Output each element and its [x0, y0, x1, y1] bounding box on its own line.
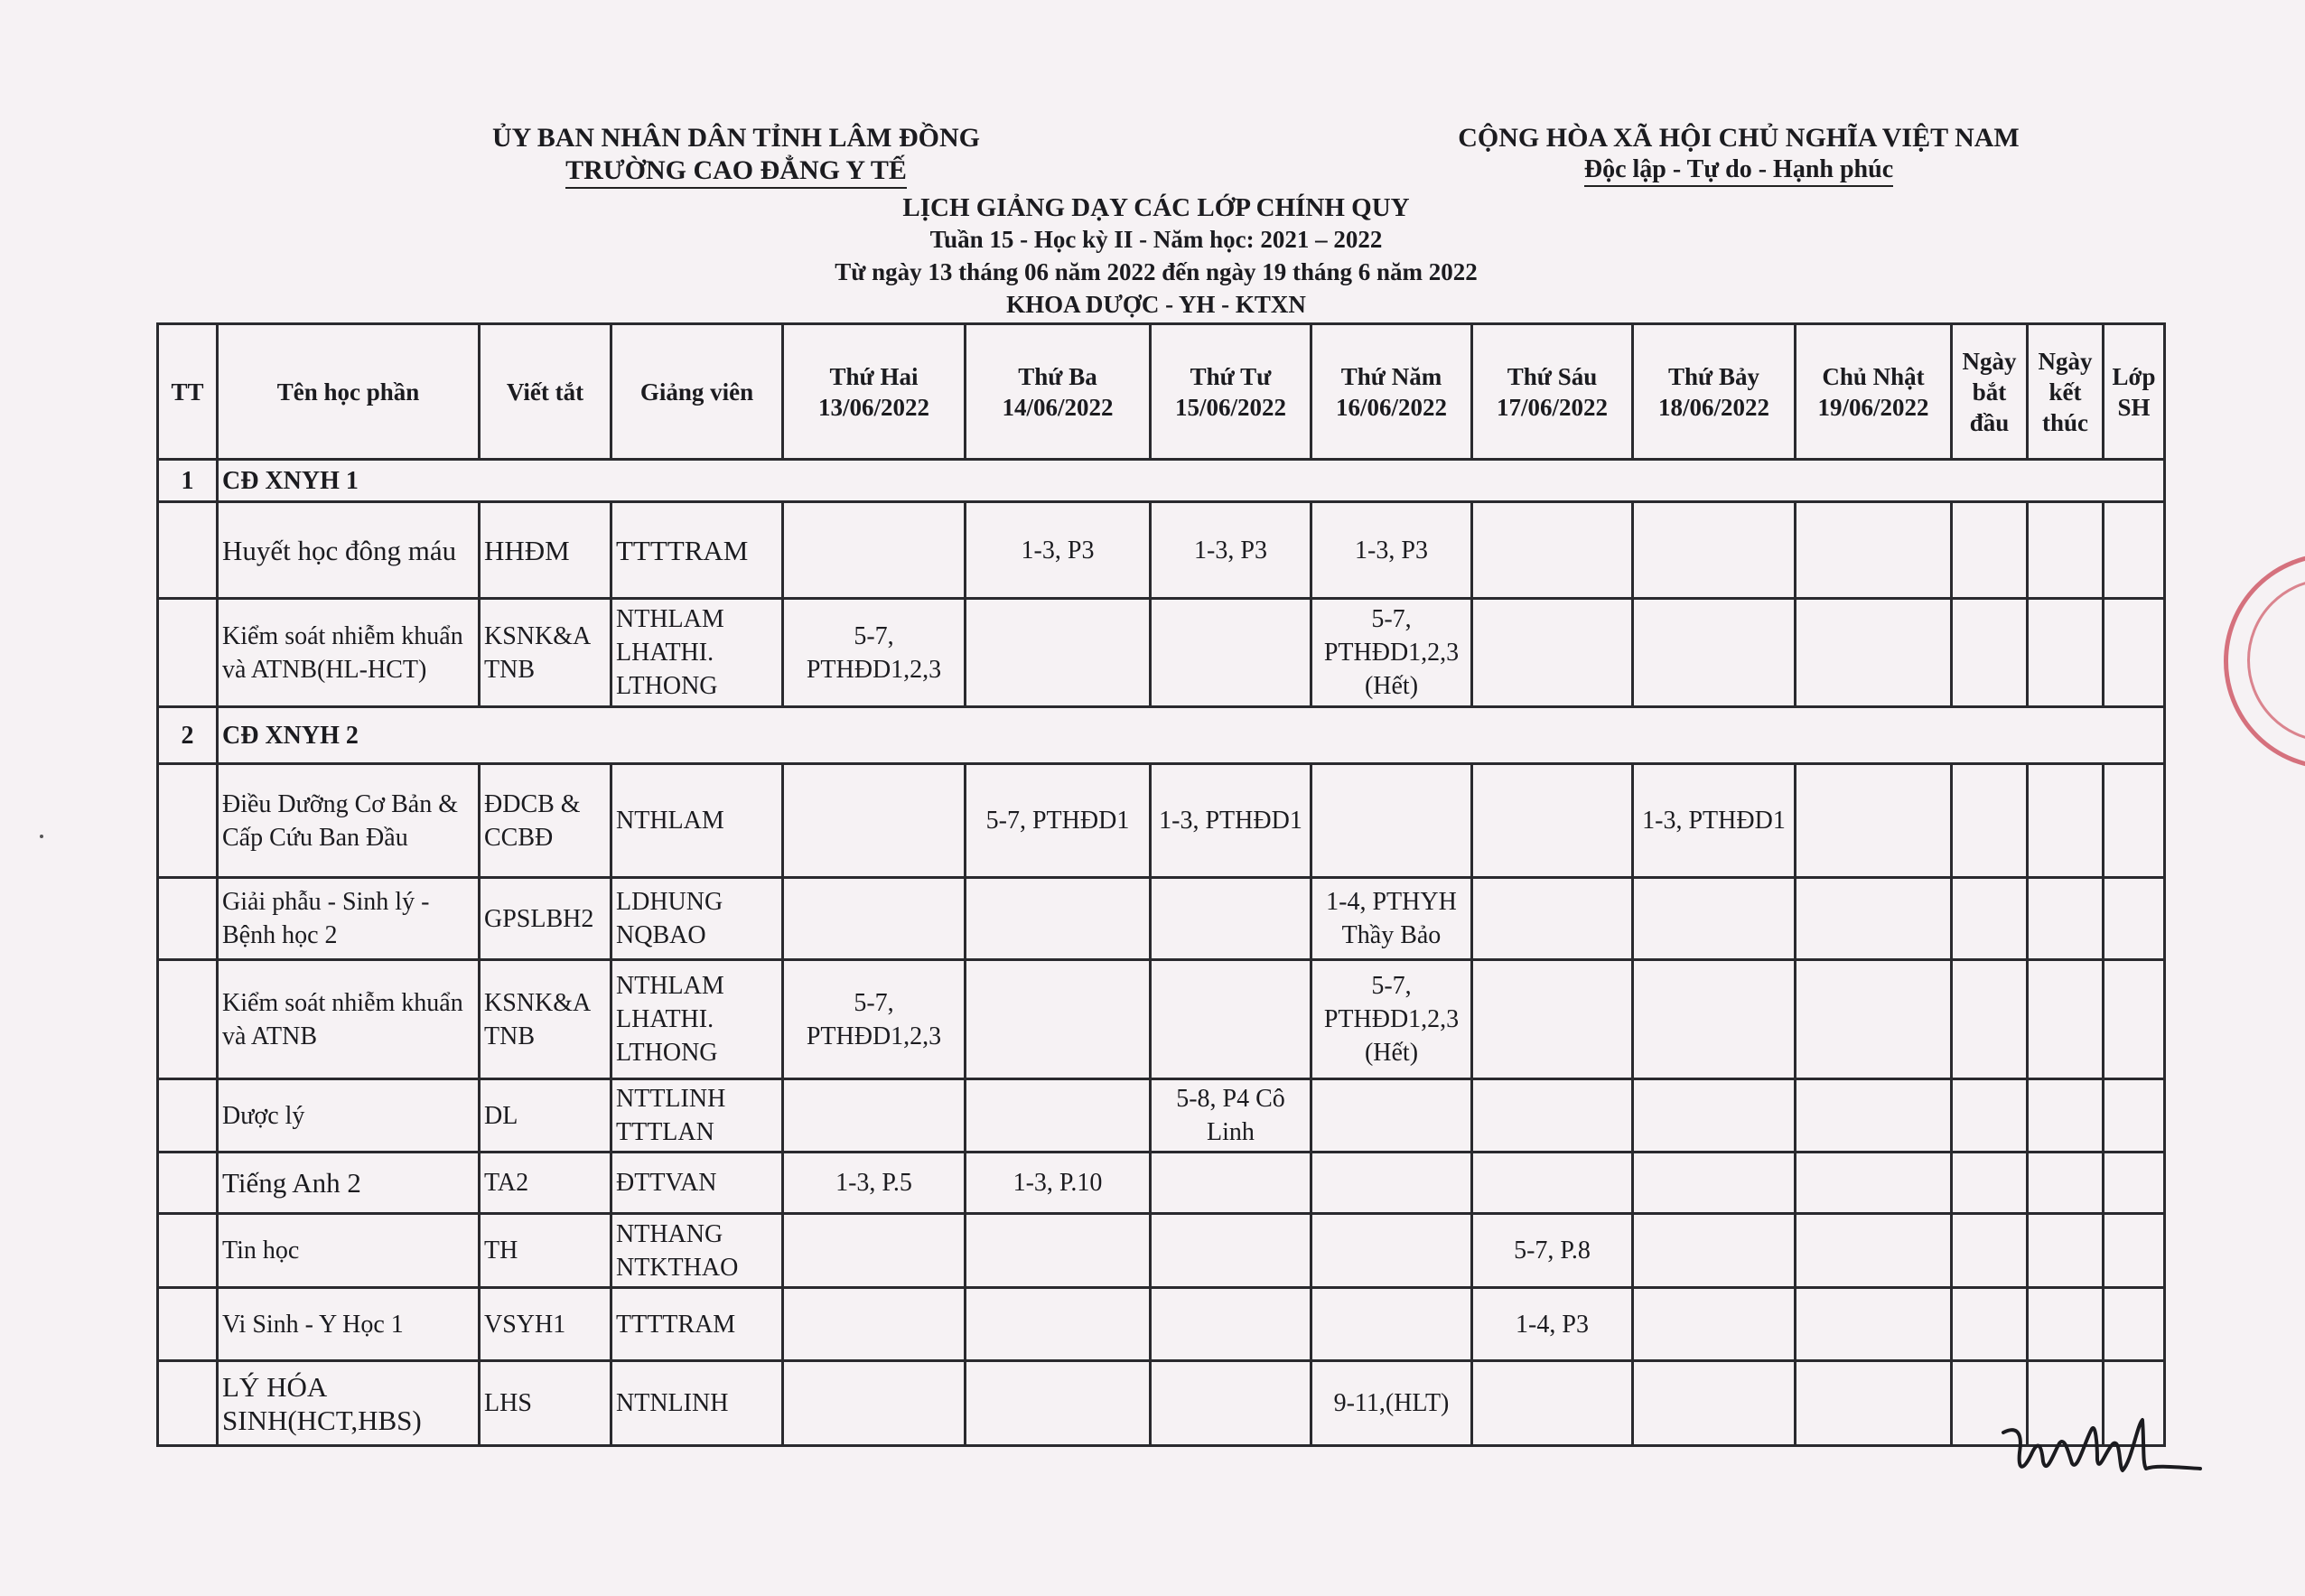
- abbr-cell: HHĐM: [480, 502, 611, 599]
- section-number: 1: [158, 460, 218, 502]
- mon-cell: [783, 764, 966, 878]
- sat-cell: [1633, 1214, 1796, 1288]
- col-tt: TT: [158, 324, 218, 460]
- wed-cell: [1151, 1153, 1311, 1214]
- doc-subtitle-week: Tuần 15 - Học kỳ II - Năm học: 2021 – 2022: [929, 226, 1383, 253]
- table-row: [158, 1288, 2165, 1361]
- mon-cell: [783, 1288, 966, 1361]
- subject-cell: Điều Dưỡng Cơ Bản & Cấp Cứu Ban Đầu: [218, 764, 480, 878]
- tue-cell: [966, 1288, 1151, 1361]
- col-wed: Thứ Tư 15/06/2022: [1151, 324, 1311, 460]
- table-row: [158, 1079, 2165, 1153]
- section-name: CĐ XNYH 2: [218, 707, 2165, 764]
- table-row: [158, 1214, 2165, 1288]
- abbr-cell: KSNK&A TNB: [480, 960, 611, 1079]
- wed-cell: 1-3, PTHĐD1: [1151, 764, 1311, 878]
- sun-cell: [1796, 1153, 1952, 1214]
- fri-cell: [1472, 599, 1633, 707]
- table-row: [158, 960, 2165, 1079]
- motto-text: Độc lập - Tự do - Hạnh phúc: [1584, 155, 1893, 187]
- subject-cell: Tin học: [218, 1214, 480, 1288]
- wed-cell: 1-3, P3: [1151, 502, 1311, 599]
- thu-cell: 9-11,(HLT): [1311, 1361, 1472, 1446]
- subject-cell: LÝ HÓA SINH(HCT,HBS): [218, 1361, 480, 1446]
- issuer-line-2: [452, 155, 1021, 186]
- mon-cell: 1-3, P.5: [783, 1153, 966, 1214]
- tue-cell: [966, 878, 1151, 960]
- doc-subtitle-faculty: KHOA DƯỢC - YH - KTXN: [1006, 291, 1306, 318]
- sun-cell: [1796, 1361, 1952, 1446]
- lecturer-cell: ĐTTVAN: [611, 1153, 783, 1214]
- wed-cell: [1151, 1361, 1311, 1446]
- abbr-cell: GPSLBH2: [480, 878, 611, 960]
- sun-cell: [1796, 1079, 1952, 1153]
- sun-cell: [1796, 1214, 1952, 1288]
- subject-cell: Kiểm soát nhiễm khuẩn và ATNB: [218, 960, 480, 1079]
- subject-cell: Tiếng Anh 2: [218, 1153, 480, 1214]
- lecturer-cell: NTTLINH TTTLAN: [611, 1079, 783, 1153]
- wed-cell: [1151, 1288, 1311, 1361]
- subject-cell: Vi Sinh - Y Học 1: [218, 1288, 480, 1361]
- lecturer-cell: NTHLAM LHATHI. LTHONG: [611, 960, 783, 1079]
- thu-cell: [1311, 1079, 1472, 1153]
- sat-cell: [1633, 1153, 1796, 1214]
- mon-cell: 5-7, PTHĐD1,2,3: [783, 599, 966, 707]
- sat-cell: [1633, 1079, 1796, 1153]
- col-tue: Thứ Ba 14/06/2022: [966, 324, 1151, 460]
- signature-mark: [1996, 1416, 2204, 1489]
- issuer-line-1: ỦY BAN NHÂN DÂN TỈNH LÂM ĐỒNG: [491, 123, 980, 153]
- mon-cell: [783, 1361, 966, 1446]
- abbr-cell: VSYH1: [480, 1288, 611, 1361]
- doc-subtitle-dates: Từ ngày 13 tháng 06 năm 2022 đến ngày 19 tháng 6 năm 2022: [835, 258, 1478, 285]
- fri-cell: [1472, 1361, 1633, 1446]
- col-end: Ngày kết thúc: [2028, 324, 2104, 460]
- col-sat: Thứ Bảy 18/06/2022: [1633, 324, 1796, 460]
- subject-cell: Dược lý: [218, 1079, 480, 1153]
- abbr-cell: KSNK&A TNB: [480, 599, 611, 707]
- col-class: Lớp SH: [2104, 324, 2165, 460]
- fri-cell: [1472, 764, 1633, 878]
- section-row: [158, 460, 2165, 502]
- mon-cell: 5-7, PTHĐD1,2,3: [783, 960, 966, 1079]
- tue-cell: 1-3, P.10: [966, 1153, 1151, 1214]
- schedule-table: [156, 322, 2166, 1447]
- col-fri: Thứ Sáu 17/06/2022: [1472, 324, 1633, 460]
- sat-cell: [1633, 1288, 1796, 1361]
- col-abbr: Viết tắt: [480, 324, 611, 460]
- thu-cell: 1-4, PTHYH Thầy Bảo: [1311, 878, 1472, 960]
- sun-cell: [1796, 502, 1952, 599]
- fri-cell: [1472, 502, 1633, 599]
- fri-cell: [1472, 960, 1633, 1079]
- lecturer-cell: NTNLINH: [611, 1361, 783, 1446]
- col-sun: Chủ Nhật 19/06/2022: [1796, 324, 1952, 460]
- thu-cell: [1311, 1214, 1472, 1288]
- col-thu: Thứ Năm 16/06/2022: [1311, 324, 1472, 460]
- table-row: [158, 878, 2165, 960]
- mon-cell: [783, 502, 966, 599]
- wed-cell: [1151, 878, 1311, 960]
- sun-cell: [1796, 878, 1952, 960]
- tue-cell: [966, 599, 1151, 707]
- wed-cell: 5-8, P4 Cô Linh: [1151, 1079, 1311, 1153]
- fri-cell: [1472, 878, 1633, 960]
- lecturer-cell: TTTTRAM: [611, 1288, 783, 1361]
- lecturer-cell: NTHLAM: [611, 764, 783, 878]
- sun-cell: [1796, 599, 1952, 707]
- mon-cell: [783, 1214, 966, 1288]
- mon-cell: [783, 878, 966, 960]
- col-start: Ngày bắt đầu: [1952, 324, 2028, 460]
- mon-cell: [783, 1079, 966, 1153]
- table-row: [158, 502, 2165, 599]
- lecturer-cell: LDHUNG NQBAO: [611, 878, 783, 960]
- sun-cell: [1796, 764, 1952, 878]
- fri-cell: [1472, 1079, 1633, 1153]
- table-row: [158, 1361, 2165, 1446]
- abbr-cell: LHS: [480, 1361, 611, 1446]
- national-motto: [1445, 155, 2032, 184]
- wed-cell: [1151, 599, 1311, 707]
- tue-cell: [966, 1214, 1151, 1288]
- table-row: [158, 764, 2165, 878]
- tue-cell: [966, 1079, 1151, 1153]
- lecturer-cell: TTTTRAM: [611, 502, 783, 599]
- table-row: [158, 599, 2165, 707]
- sat-cell: [1633, 1361, 1796, 1446]
- subject-cell: Huyết học đông máu: [218, 502, 480, 599]
- sat-cell: [1633, 599, 1796, 707]
- national-title: CỘNG HÒA XÃ HỘI CHỦ NGHĨA VIỆT NAM: [1458, 123, 2020, 153]
- fri-cell: 5-7, P.8: [1472, 1214, 1633, 1288]
- abbr-cell: TA2: [480, 1153, 611, 1214]
- section-number: 2: [158, 707, 218, 764]
- subject-cell: Kiểm soát nhiễm khuẩn và ATNB(HL-HCT): [218, 599, 480, 707]
- thu-cell: [1311, 1153, 1472, 1214]
- fri-cell: 1-4, P3: [1472, 1288, 1633, 1361]
- issuer-school: TRƯỜNG CAO ĐẲNG Y TẾ: [565, 155, 907, 189]
- section-row: [158, 707, 2165, 764]
- doc-title: LỊCH GIẢNG DẠY CÁC LỚP CHÍNH QUY: [902, 193, 1410, 222]
- thu-cell: [1311, 1288, 1472, 1361]
- sat-cell: 1-3, PTHĐD1: [1633, 764, 1796, 878]
- subject-cell: Giải phẫu - Sinh lý - Bệnh học 2: [218, 878, 480, 960]
- sun-cell: [1796, 1288, 1952, 1361]
- sun-cell: [1796, 960, 1952, 1079]
- thu-cell: 5-7, PTHĐD1,2,3 (Hết): [1311, 599, 1472, 707]
- tue-cell: 5-7, PTHĐD1: [966, 764, 1151, 878]
- thu-cell: 5-7, PTHĐD1,2,3 (Hết): [1311, 960, 1472, 1079]
- col-lecturer: Giảng viên: [611, 324, 783, 460]
- tue-cell: [966, 1361, 1151, 1446]
- scan-speck: [40, 835, 43, 838]
- fri-cell: [1472, 1153, 1633, 1214]
- abbr-cell: DL: [480, 1079, 611, 1153]
- thu-cell: [1311, 764, 1472, 878]
- col-subject: Tên học phần: [218, 324, 480, 460]
- sat-cell: [1633, 502, 1796, 599]
- sat-cell: [1633, 878, 1796, 960]
- tue-cell: 1-3, P3: [966, 502, 1151, 599]
- sat-cell: [1633, 960, 1796, 1079]
- wed-cell: [1151, 1214, 1311, 1288]
- wed-cell: [1151, 960, 1311, 1079]
- col-mon: Thứ Hai 13/06/2022: [783, 324, 966, 460]
- tue-cell: [966, 960, 1151, 1079]
- abbr-cell: TH: [480, 1214, 611, 1288]
- lecturer-cell: NTHLAM LHATHI. LTHONG: [611, 599, 783, 707]
- thu-cell: 1-3, P3: [1311, 502, 1472, 599]
- lecturer-cell: NTHANG NTKTHAO: [611, 1214, 783, 1288]
- header-row: [158, 324, 2165, 460]
- abbr-cell: ĐDCB & CCBĐ: [480, 764, 611, 878]
- table-row: [158, 1153, 2165, 1214]
- section-name: CĐ XNYH 1: [218, 460, 2165, 502]
